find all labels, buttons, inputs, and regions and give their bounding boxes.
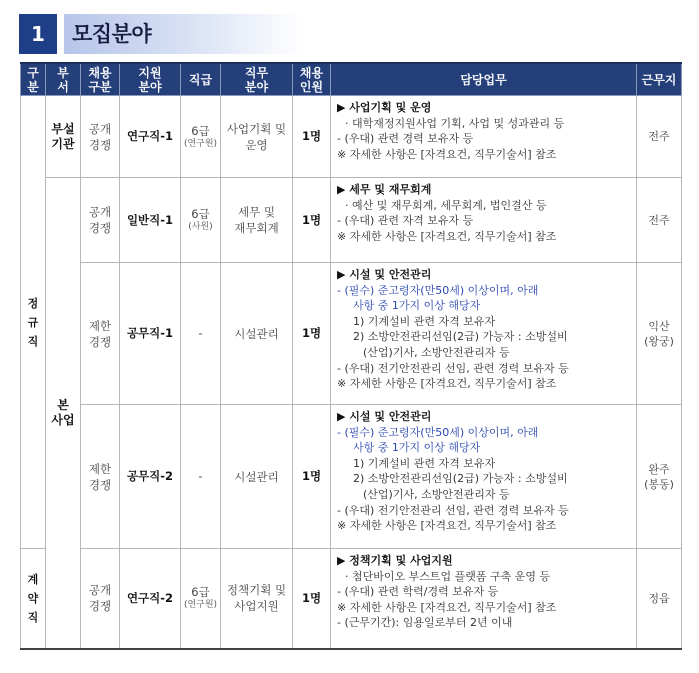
hiring-type: 공개 경쟁 — [81, 96, 120, 178]
duty-line: - (우대) 관련 경력 보유자 등 — [337, 132, 474, 146]
field-name: 연구직-2 — [120, 549, 181, 649]
duty-line: ▶ 시설 및 안전관리 — [337, 410, 432, 423]
header-field: 지원 분야 — [120, 63, 181, 96]
work-location: 정읍 — [637, 549, 682, 649]
duty-line: 2) 소방안전관리선임(2급) 가능자 : 소방설비 — [353, 330, 568, 344]
duty-area: 사업기획 및 운영 — [221, 96, 293, 178]
duty-area: 정책기획 및 사업지원 — [221, 549, 293, 649]
recruitment-table — [20, 62, 682, 650]
hiring-type: 공개 경쟁 — [81, 549, 120, 649]
grade: 6급 (연구원) — [181, 96, 221, 178]
header-row — [21, 63, 682, 96]
duty-line: - (우대) 전기안전관리 선임, 관련 경력 보유자 등 — [337, 361, 569, 375]
header-duties: 담당업무 — [331, 63, 637, 96]
duty-line: ※ 자세한 사항은 [자격요건, 직무기술서] 참조 — [337, 519, 557, 533]
table-row — [21, 549, 682, 649]
field-name: 공무직-1 — [120, 263, 181, 405]
headcount: 1명 — [293, 405, 331, 549]
duty-area: 세무 및 재무회계 — [221, 178, 293, 263]
group-regular: 정 규 직 — [21, 96, 46, 549]
table-row — [21, 178, 682, 263]
duty-line: - (필수) 준고령자(만50세) 이상이며, 아래 — [337, 283, 539, 297]
header-headcount: 채용 인원 — [293, 63, 331, 96]
header-location: 근무지 — [637, 63, 682, 96]
header-grade: 직급 — [181, 63, 221, 96]
duty-line: ▶ 시설 및 안전관리 — [337, 268, 432, 281]
group-contract: 계 약 직 — [21, 549, 46, 649]
section-title: 모집분야 — [72, 22, 152, 46]
duty-line: - (우대) 전기안전관리 선임, 관련 경력 보유자 등 — [337, 503, 569, 517]
grade: - — [181, 263, 221, 405]
table-row — [21, 263, 682, 405]
header-department: 부 서 — [46, 63, 81, 96]
duty-line: (산업)기사, 소방안전관리자 등 — [363, 487, 510, 501]
work-location: 전주 — [637, 178, 682, 263]
grade: - — [181, 405, 221, 549]
duty-line: 2) 소방안전관리선임(2급) 가능자 : 소방설비 — [353, 472, 568, 486]
duty-area: 시설관리 — [221, 405, 293, 549]
field-name: 일반직-1 — [120, 178, 181, 263]
duty-line: 1) 기계설비 관련 자격 보유자 — [353, 456, 496, 470]
duty-line: (산업)기사, 소방안전관리자 등 — [363, 345, 510, 359]
field-name: 연구직-1 — [120, 96, 181, 178]
section-number: 1 — [19, 14, 57, 54]
duty-line: - (필수) 준고령자(만50세) 이상이며, 아래 — [337, 425, 539, 439]
duty-line: ※ 자세한 사항은 [자격요건, 직무기술서] 참조 — [337, 377, 557, 391]
duty-line: · 첨단바이오 부스트업 플랫폼 구축 운영 등 — [345, 569, 551, 583]
grade: 6급 (연구원) — [181, 549, 221, 649]
duty-line: ※ 자세한 사항은 [자격요건, 직무기술서] 참조 — [337, 147, 557, 161]
duty-line: · 대학재정지원사업 기획, 사업 및 성과관리 등 — [345, 116, 565, 130]
duty-line: ▶ 정책기획 및 사업지원 — [337, 554, 453, 567]
field-name: 공무직-2 — [120, 405, 181, 549]
duty-description — [331, 263, 637, 405]
hiring-type: 제한 경쟁 — [81, 405, 120, 549]
hiring-type: 제한 경쟁 — [81, 263, 120, 405]
org-main-business: 본 사업 — [46, 178, 81, 649]
duty-line: ▶ 사업기획 및 운영 — [337, 101, 432, 114]
grade: 6급 (사원) — [181, 178, 221, 263]
duty-line: 사항 중 1가지 이상 해당자 — [353, 299, 481, 313]
headcount: 1명 — [293, 96, 331, 178]
header-type: 구 분 — [21, 63, 46, 96]
duty-description — [331, 549, 637, 649]
headcount: 1명 — [293, 178, 331, 263]
duty-line: 사항 중 1가지 이상 해당자 — [353, 441, 481, 455]
duty-line: ※ 자세한 사항은 [자격요건, 직무기술서] 참조 — [337, 600, 557, 614]
duty-line: - (근무기간): 임용일로부터 2년 이내 — [337, 616, 513, 630]
duty-description — [331, 96, 637, 178]
duty-line: - (우대) 관련 자격 보유자 등 — [337, 214, 474, 228]
duty-description — [331, 178, 637, 263]
work-location: 전주 — [637, 96, 682, 178]
duty-line: ※ 자세한 사항은 [자격요건, 직무기술서] 참조 — [337, 229, 557, 243]
duty-description — [331, 405, 637, 549]
duty-area: 시설관리 — [221, 263, 293, 405]
work-location: 완주 (봉동) — [637, 405, 682, 549]
headcount: 1명 — [293, 549, 331, 649]
hiring-type: 공개 경쟁 — [81, 178, 120, 263]
headcount: 1명 — [293, 263, 331, 405]
duty-line: 1) 기계설비 관련 자격 보유자 — [353, 314, 496, 328]
table-row — [21, 96, 682, 178]
duty-line: · 예산 및 재무회계, 세무회계, 법인결산 등 — [345, 198, 547, 212]
table-row — [21, 405, 682, 549]
duty-line: ▶ 세무 및 재무회계 — [337, 183, 432, 196]
duty-line: - (우대) 관련 학력/경력 보유자 등 — [337, 585, 499, 599]
org-affiliated: 부설 기관 — [46, 96, 81, 178]
header-hiring-type: 채용 구분 — [81, 63, 120, 96]
header-duty-area: 직무 분야 — [221, 63, 293, 96]
work-location: 익산 (왕궁) — [637, 263, 682, 405]
